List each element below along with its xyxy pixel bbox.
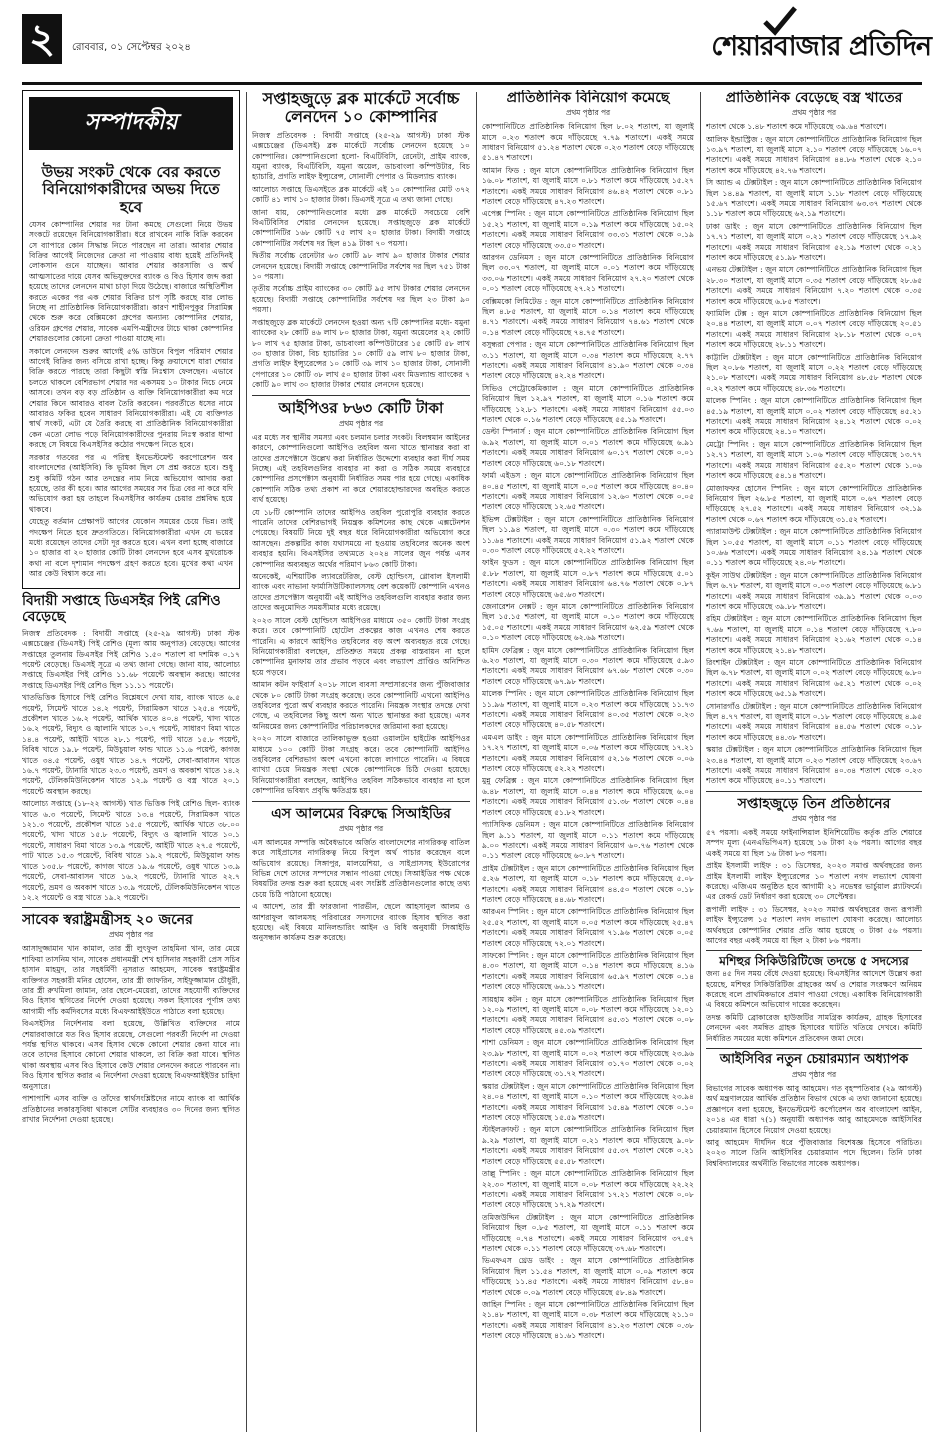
company-paragraph: জাহিন স্পিনিং : জুন মাসে কোম্পানিটিতে প্রাতিষ্ঠানিক বিনিয়োগ ছিল ২১.৪৮ শতাংশ, যা জুলাই মাসে ০.৩৮ শতাংশ কমে দাঁড়িয়েছে ২১.১০ শতাংশে। একই সময়ে সাধারণ বিনিয়োগ ৪১.২৩ শতাংশ থেকে ০.৩৮ শতাংশ বেড়ে দাঁড়িয়েছে ৪১.৬১ শতাংশে। bbox=[482, 1299, 694, 1341]
company-paragraph: স্টাইলক্রাফট : জুন মাসে কোম্পানিটিতে প্রাতিষ্ঠানিক বিনিয়োগ ছিল ৯.২৯ শতাংশ, যা জুলাই মাসে ০.২১ শতাংশ কমে দাঁড়িয়েছে ৯.০৮ শতাংশে। একই সময়ে সাধারণ বিনিয়োগ ৫৫.৩৭ শতাংশ থেকে ০.২১ শতাংশ বেড়ে দাঁড়িয়েছে ৫৫.৫৮ শতাংশে। bbox=[482, 1125, 694, 1166]
article-paragraph: সপ্তাহজুড়ে ব্লক মার্কেটে লেনদেন হওয়া অন্য ৭টি কোম্পানির মধ্যে- যমুনা ব্যাংকের ২৮ কোটি ৪৬ লাখ ৮০ হাজার টাকা, যমুনা অয়েলের ২২ কোটি ৮০ লাখ ৭৫ হাজার টাকা, ডাচবাংলা কম্পিউটারের ১৫ কোটি ৫৮ লাখ ৩০ হাজার টাকা, বিচ হ্যাচারির ১০ কোটি ৫৯ লাখ ৮০ হাজার টাকা, প্রগতি লাইফ ইন্স্যুরেন্সের ১০ কোটি ৩৯ লাখ ১০ হাজার টাকা, সোনালী পেপারের ১০ কোটি ৩৮ লাখ ৫০ হাজার টাকা এবং মিডল্যান্ড ব্যাংকের ৭ কোটি ৯০ লাখ ৩০ হাজার টাকার শেয়ার লেনদেন হয়েছে। bbox=[252, 317, 470, 390]
company-paragraph: আমান ফিড : জুন মাসে কোম্পানিটিতে প্রাতিষ্ঠানিক বিনিয়োগ ছিল ১৬.০৮ শতাংশ, যা জুলাই মাসে ০.৮১ শতাংশ কমে দাঁড়িয়েছে ১৫.২৭ শতাংশে। একই সময়ে সাধারণ বিনিয়োগ ৪৬.৪২ শতাংশ থেকে ০.৮১ শতাংশ বেড়ে দাঁড়িয়েছে ৪৭.২৩ শতাংশে। bbox=[482, 165, 694, 206]
company-paragraph: ঢাকা ডাইং : জুন মাসে কোম্পানিটিতে প্রাতিষ্ঠানিক বিনিয়োগ ছিল ১৭.৭১ শতাংশ, যা জুলাই মাসে ০.২১ শতাংশ বেড়ে দাঁড়িয়েছে ১৭.৯২ শতাংশে। একই সময়ে সাধারণ বিনিয়োগ ৫২.১৯ শতাংশ থেকে ০.২১ শতাংশ কমে দাঁড়িয়েছে ৫১.৯৮ শতাংশে। bbox=[706, 221, 922, 262]
divider bbox=[22, 907, 240, 908]
date-line: রোববার, ০১ সেপ্টেম্বর ২০২৪ bbox=[72, 42, 191, 53]
article-paragraph: যে ১৮টি কোম্পানি তাদের আইপিও তহবিল পুরোপুরি ব্যবহার করতে পারেনি তাদের বেশিরভাগই নিয়ন্ত্রক কমিশনের কাছ থেকে এক্সটেনশন পেয়েছে। বিষয়টি নিয়ে দুই বছর ধরে বিনিয়োগকারীরা অভিযোগ করে আসছেন। প্রকল্পটির কাজ যথাসময়ে না হওয়ায় তহবিলের অনেক অংশ ব্যবহার হয়নি। বিএসইসির তথ্যমতে ২০২৪ সালের জুন পর্যন্ত এসব কোম্পানির অব্যবহৃত অর্থের পরিমাণ ৮৬৩ কোটি টাকা। bbox=[252, 507, 470, 569]
textile-increase-headline: প্রাতিষ্ঠানিক বেড়েছে বস্ত্র খাতের bbox=[725, 90, 903, 106]
article-paragraph: ৫৭ পয়সা। একই সময়ে ফাইনান্সিয়াল ইনিশিয়েটিভ কর্তৃক প্রতি শেয়ারে সম্পদ মূল্য (এনএভিপিএস) হয়েছে ১৬ টাকা ২৬ পয়সা। আগের বছর একই সময়ে যা ছিল ১৬ টাকা ৮৩ পয়সা। bbox=[706, 827, 922, 858]
article-paragraph: তৃতীয় সর্বোচ্চ প্রাইম ব্যাংকের ৩০ কোটি ৯৫ লাখ টাকার শেয়ার লেনদেন হয়েছে। বিদায়ী সপ্তাহে কোম্পানিটির সর্বশেষ দর ছিল ২৩ টাকা ৯০ পয়সা। bbox=[252, 284, 470, 315]
article-paragraph: নিজস্ব প্রতিবেদক : বিদায়ী সপ্তাহে (২৫-২৯ আগস্ট) ঢাকা স্টক এক্সচেঞ্জের (ডিএসই) ব্লক মার্কেটে সর্বোচ্চ লেনদেন হয়েছে ১০ কোম্পানির। কোম্পানিগুলো হলো- বিএটিবিসি, রেনেটা, প্রাইম ব্যাংক, যমুনা ব্যাংক, বিএটিবিসি, যমুনা অয়েল, ডাচবাংলা কম্পিউটার, বিচ হ্যাচারি, প্রগতি লাইফ ইন্স্যুরেন্স, সোনালী পেপার ও মিডল্যান্ড ব্যাংক। bbox=[252, 130, 470, 182]
company-paragraph: বেক্সিমকো লিমিটেড : জুন মাসে কোম্পানিটিতে প্রাতিষ্ঠানিক বিনিয়োগ ছিল ৪.৮৫ শতাংশ, যা জুলাই মাসে ০.১৪ শতাংশ কমে দাঁড়িয়েছে ৪.৭১ শতাংশে। একই সময়ে সাধারণ বিনিয়োগ ৭৪.৬১ শতাংশ থেকে ০.১৪ শতাংশ বেড়ে দাঁড়িয়েছে ৭৪.৭৫ শতাংশে। bbox=[482, 296, 694, 337]
article-paragraph: ২০২০ সালে বাজারে তালিকাভুক্ত হওয়া ওয়ালটন হাইটেক আইপিওর মাধ্যমে ১০০ কোটি টাকা সংগ্রহ করে। তবে কোম্পানিটি আইপিও তহবিলের বেশিরভাগ অংশ এখনো কাজে লাগাতে পারেনি। এ বিষয়ে ব্যাখ্যা চেয়ে নিয়ন্ত্রক সংস্থা থেকে কোম্পানিকে চিঠি দেওয়া হয়েছে। বিনিয়োগকারীরা বলছেন, আইপিও তহবিল সঠিকভাবে ব্যবহার না হলে কোম্পানির ভবিষ্যৎ প্রবৃদ্ধি ক্ষতিগ্রস্ত হয়। bbox=[252, 734, 470, 796]
article-paragraph: আলোচ্য সপ্তাহে ডিএসইতে ব্লক মার্কেটে এই ১০ কোম্পানির মোট ৩৭২ কোটি ৪১ লাখ ১০ হাজার টাকা। ডিএসই সূত্রে এ তথ্য জানা গেছে। bbox=[252, 184, 470, 205]
company-paragraph: স্কয়ার টেক্সটাইল : জুন মাসে কোম্পানিটিতে প্রাতিষ্ঠানিক বিনিয়োগ ছিল ২৪.০৪ শতাংশ, যা জুলাই মাসে ০.১০ শতাংশ কমে দাঁড়িয়েছে ২৩.৯৪ শতাংশে। একই সময়ে সাধারণ বিনিয়োগ ১৫.৪৯ শতাংশ থেকে ০.১০ শতাংশ বেড়ে দাঁড়িয়েছে ১৫.৫৯ শতাংশে। bbox=[482, 1081, 694, 1123]
article-paragraph: ২০২৩ সালে বেস্ট হোল্ডিংস আইপিওর মাধ্যমে ৩৫০ কোটি টাকা সংগ্রহ করে। তবে কোম্পানিটি হোটেল প্রকল্পের কাজ এখনও শেষ করতে পারেনি। এ কারণে আইপিও তহবিলের বড় অংশ অব্যবহৃত রয়ে গেছে। বিনিয়োগকারীরা বলছেন, প্রতিশ্রুত সময়ে প্রকল্প বাস্তবায়ন না হলে কোম্পানির মুনাফায় তার প্রভাব পড়বে এবং লভ্যাংশ প্রাপ্তিও অনিশ্চিত হয়ে পড়বে। bbox=[252, 615, 470, 677]
icb-chairman-headline: আইসিবির নতুন চেয়ারম্যান অধ্যাপক bbox=[719, 1052, 909, 1068]
divider bbox=[252, 395, 470, 396]
company-paragraph: মালেক স্পিনিং : জুন মাসে কোম্পানিটিতে প্রাতিষ্ঠানিক বিনিয়োগ ছিল ৪৫.১৯ শতাংশ, যা জুলাই মাসে ০.০২ শতাংশ বেড়ে দাঁড়িয়েছে ৪৫.২১ শতাংশে। একই সময়ে সাধারণ বিনিয়োগ ২৪.১২ শতাংশ থেকে ০.০২ শতাংশ কমে দাঁড়িয়েছে ২৪.১০ শতাংশে। bbox=[706, 396, 922, 437]
column-editorial bbox=[22, 90, 240, 1432]
former-minister-headline: সাবেক স্বরাষ্ট্রমন্ত্রীসহ ২০ জনের bbox=[22, 912, 193, 929]
column-textile-increase bbox=[706, 90, 922, 1432]
company-paragraph: বসুন্ধরা পেপার : জুন মাসে কোম্পানিটিতে প্রাতিষ্ঠানিক বিনিয়োগ ছিল ৩.১১ শতাংশ, যা জুলাই মাসে ০.৩৪ শতাংশ কমে দাঁড়িয়েছে ২.৭৭ শতাংশে। একই সময়ে সাধারণ বিনিয়োগ ৪১.৯০ শতাংশ থেকে ০.৩৪ শতাংশ বেড়ে দাঁড়িয়েছে ৪২.২৪ শতাংশে। bbox=[482, 340, 694, 381]
company-paragraph: তাল্লু স্পিনিং : জুন মাসে কোম্পানিটিতে প্রাতিষ্ঠানিক বিনিয়োগ ছিল ২২.৩০ শতাংশ, যা জুলাই মাসে ০.০৮ শতাংশ কমে দাঁড়িয়েছে ২২.২২ শতাংশে। একই সময়ে সাধারণ বিনিয়োগ ১৭.২১ শতাংশ থেকে ০.০৮ শতাংশ বেড়ে দাঁড়িয়েছে ১৭.২৯ শতাংশে। bbox=[482, 1169, 694, 1210]
article-paragraph: জানা যায়, কোম্পানিগুলোর মধ্যে ব্লক মার্কেটে সবচেয়ে বেশি বিএটিবিসির শেয়ার লেনদেন হয়েছে। সপ্তাহজুড়ে ব্লক মার্কেটে কোম্পানিটির ১৬৮ কোটি ৭৫ লাখ ২০ হাজার টাকা। বিদায়ী সপ্তাহে কোম্পানিটির সর্বশেষ দর ছিল ৪১৯ টাকা ৭০ পয়সা। bbox=[252, 207, 470, 248]
article-paragraph: নিজস্ব প্রতিবেদক : বিদায়ী সপ্তাহে (২৫-২৯ আগস্ট) ঢাকা স্টক এক্সচেঞ্জের (ডিএসই) পিই রেশিও (মূল্য আয় অনুপাত) বেড়েছে। আগের সপ্তাহের তুলনায় ডিএসইর পিই রেশিও ১.৫০ শতাংশ বা দশমিক ০.১৭ পয়েন্ট বেড়েছে। ডিএসই সূত্রে এ তথ্য জানা গেছে। জানা যায়, আলোচ্য সপ্তাহে ডিএসইর পিই রেশিও ১১.৬৮ পয়েন্টে অবস্থান করছে। আগের সপ্তাহে ডিএসইর পিই রেশিও ছিল ১১.১১ পয়েন্টে। bbox=[22, 628, 240, 690]
company-paragraph: স্কয়ার টেক্সটাইল : জুন মাসে কোম্পানিটিতে প্রাতিষ্ঠানিক বিনিয়োগ ছিল ২৩.৪৪ শতাংশ, যা জুলাই মাসে ০.২৩ শতাংশ বেড়ে দাঁড়িয়েছে ২৩.৬৭ শতাংশে। একই সময়ে সাধারণ বিনিয়োগ ৪০.৩৪ শতাংশ থেকে ০.২৩ শতাংশ কমে দাঁড়িয়েছে ৪০.১১ শতাংশে। bbox=[706, 745, 922, 786]
company-paragraph: মুন্নু ফেব্রিক্স : জুন মাসে কোম্পানিটিতে প্রাতিষ্ঠানিক বিনিয়োগ ছিল ৬.৪৮ শতাংশ, যা জুলাই মাসে ০.৪৪ শতাংশ কমে দাঁড়িয়েছে ৬.০৪ শতাংশে। একই সময়ে সাধারণ বিনিয়োগ ৫১.৩৮ শতাংশ থেকে ০.৪৪ শতাংশ বেড়ে দাঁড়িয়েছে ৫১.৮২ শতাংশে। bbox=[482, 776, 694, 817]
institutional-decrease-headline: প্রাতিষ্ঠানিক বিনিয়োগ কমেছে bbox=[506, 90, 670, 106]
company-paragraph: ডেল্টা স্পিনার্স : জুন মাসে কোম্পানিটিতে প্রাতিষ্ঠানিক বিনিয়োগ ছিল ৬.৯২ শতাংশ, যা জুলাই মাসে ০.০১ শতাংশ কমে দাঁড়িয়েছে ৬.৯১ শতাংশে। একই সময়ে সাধারণ বিনিয়োগ ৬০.১৭ শতাংশ থেকে ০.০১ শতাংশ বেড়ে দাঁড়িয়েছে ৬০.১৮ শতাংশে। bbox=[482, 427, 694, 468]
s-alam-headline: এস আলমের বিরুদ্ধে সিআইডির bbox=[271, 805, 451, 822]
company-paragraph: সিভিও পেট্রোকেমিক্যাল : জুন মাসে কোম্পানিটিতে প্রাতিষ্ঠানিক বিনিয়োগ ছিল ১২.৯৭ শতাংশ, যা জুলাই মাসে ০.১৬ শতাংশ কমে দাঁড়িয়েছে ১২.৮১ শতাংশে। একই সময়ে সাধারণ বিনিয়োগ ৫৫.০৩ শতাংশ থেকে ০.১৬ শতাংশ বেড়ে দাঁড়িয়েছে ৫৫.১৯ শতাংশে। bbox=[482, 383, 694, 425]
divider bbox=[706, 791, 922, 792]
company-paragraph: কোম্পানিটিতে প্রাতিষ্ঠানিক বিনিয়োগ ছিল ৮.০২ শতাংশ, যা জুলাই মাসে ০.২৩ শতাংশ কমে দাঁড়িয়েছে ৭.৭৯ শতাংশে। একই সময়ে সাধারণ বিনিয়োগ ৫১.২৪ শতাংশ থেকে ০.২৩ শতাংশ বেড়ে দাঁড়িয়েছে ৫১.৪৭ শতাংশে। bbox=[482, 122, 694, 163]
company-paragraph: এনভয় টেক্সটাইল : জুন মাসে কোম্পানিটিতে প্রাতিষ্ঠানিক বিনিয়োগ ছিল ২৮.৩০ শতাংশ, যা জুলাই মাসে ০.৩৫ শতাংশ বেড়ে দাঁড়িয়েছে ২৮.৬৫ শতাংশে। একই সময়ে সাধারণ বিনিয়োগ ৭.২০ শতাংশ থেকে ০.৩৫ শতাংশ কমে দাঁড়িয়েছে ৬.৮৫ শতাংশে। bbox=[706, 265, 922, 306]
continuation-label: প্রথম পৃষ্ঠার পর bbox=[338, 418, 384, 428]
editorial-headline: উভয় সংকট থেকে বের করতে বিনিয়োগকারীদের অভয় দিতে হবে bbox=[41, 163, 221, 216]
editorial-paragraph: সরকার গতবের পর এ পরিস্থ ইনভেস্টমেন্ট করপোরেশন অব বাংলাদেশের (আইসিবি) কি ভূমিকা ছিল সে প্রশ্ন করতে হবে। শুধু শুধু কমিটি গঠন আর তদন্তের নাম নিয়ে অভিযোগ আদায় করা হয়েছে, তার কী হবে। আর আগের সময়ের সব চিত্র বের না করে যদি অভিযোগ করা হয় তাহলে বিএসইসির কার্যক্রম চেয়ার প্রশ্নবিদ্ধ হয়ে থাকবে। bbox=[29, 452, 233, 514]
company-paragraph: মেট্রো স্পিনিং : জুন মাসে কোম্পানিটিতে প্রাতিষ্ঠানিক বিনিয়োগ ছিল ১২.৭১ শতাংশ, যা জুলাই মাসে ১.০৬ শতাংশ বেড়ে দাঁড়িয়েছে ১৩.৭৭ শতাংশে। একই সময়ে সাধারণ বিনিয়োগ ৫৫.২০ শতাংশ থেকে ১.০৬ শতাংশ কমে দাঁড়িয়েছে ৫৪.১৪ শতাংশে। bbox=[706, 439, 922, 481]
divider bbox=[706, 950, 922, 951]
company-paragraph: শতাংশ থেকে ১.৪৮ শতাংশ কমে দাঁড়িয়েছে ৩৯.৬৪ শতাংশে। bbox=[706, 122, 887, 132]
continuation-label: প্রথম পৃষ্ঠার পর bbox=[791, 108, 837, 118]
column-divider bbox=[476, 92, 477, 1432]
brand-logo: শেয়ারবাজার প্রতিদিন bbox=[711, 31, 931, 62]
article-paragraph: দ্বিতীয় সর্বোচ্চ রেনেটার ৬৩ কোটি ৯৮ লাখ ৯০ হাজার টাকার শেয়ার লেনদেন হয়েছে। বিদায়ী সপ্তাহে কোম্পানিটির সর্বশেষ দর ছিল ৭৫১ টাকা ১০ পয়সা। bbox=[252, 251, 470, 282]
company-paragraph: সোনারগাঁও টেক্সটাইল : জুন মাসে কোম্পানিটিতে প্রাতিষ্ঠানিক বিনিয়োগ ছিল ৪.৭৭ শতাংশ, যা জুলাই মাসে ০.১৮ শতাংশ বেড়ে দাঁড়িয়েছে ৪.৯৫ শতাংশে। একই সময়ে সাধারণ বিনিয়োগ ৪৪.৫৬ শতাংশ থেকে ০.১৮ শতাংশ কমে দাঁড়িয়েছে ৪৪.৩৮ শতাংশে। bbox=[706, 701, 922, 742]
article-paragraph: তদন্ত কমিটি ব্রোকারেজ হাউজটির সামগ্রিক কার্যক্রম, গ্রাহক হিসাবের লেনদেন এবং সমন্বিত গ্রাহক হিসাবের ঘাটতি খতিয়ে দেখবে। কমিটি নির্ধারিত সময়ের মধ্যে কমিশনে প্রতিবেদন জমা দেবে। bbox=[706, 1012, 922, 1043]
ipo-headline: আইপিওর ৮৬৩ কোটি টাকা bbox=[278, 398, 444, 417]
divider bbox=[706, 1048, 922, 1049]
continuation-label: প্রথম পৃষ্ঠার পর bbox=[565, 108, 611, 118]
editorial-paragraph: সকালে লেনদেন শুরুর আগেই ৫% ডাউনে বিপুল পরিমাণ শেয়ার আগেই বিক্রির জন্য বসিয়ে রাখা হচ্ছে। কিন্তু ক্রয়াদেশে যারা শেয়ার বিক্রি করতে পারছে তারা কিছুটা স্বস্তি নিঃশ্বাস ফেলছেন। এভাবে চলতে থাকলে বেশিরভাগ শেয়ার দর একসময় ১০ টাকার নিচে নেমে আসবে। তখন বড় বড় প্রতিষ্ঠান ও ব্যক্তি বিনিয়োগকারীরা কম দরে শেয়ার কিনে আবারও বাবল তৈরি করবেন। পরবর্তীতে ধসের নামে আবারও ফকির হবেন সাধারণ বিনিয়োগকারীরা। এই যে ব্যক্তিগত স্বার্থ সংকট, এটা যে তৈরি করছে বা প্রাতিষ্ঠানিক বিনিয়োগকারীরা কেন এতো লোভ পড়ে বিনিয়োগকারীদের পুনরায় নিঃস্ব করার ধান্দা করছে সে বিষয়ে বিএসইসির কঠোর পদক্ষেপ নিতে হবে। bbox=[29, 346, 233, 450]
company-paragraph: সায়হাম কটন : জুন মাসে কোম্পানিটিতে প্রাতিষ্ঠানিক বিনিয়োগ ছিল ১২.০৯ শতাংশ, যা জুলাই মাসে ০.০৮ শতাংশ কমে দাঁড়িয়েছে ১২.০১ শতাংশে। একই সময়ে সাধারণ বিনিয়োগ ৪৫.৩১ শতাংশ থেকে ০.০৮ শতাংশ বেড়ে দাঁড়িয়েছে ৪৫.৩৯ শতাংশে। bbox=[482, 994, 694, 1035]
editorial-box bbox=[22, 90, 240, 589]
company-paragraph: প্যাসিফিক ডেনিমস : জুন মাসে কোম্পানিটিতে প্রাতিষ্ঠানিক বিনিয়োগ ছিল ৯.১১ শতাংশ, যা জুলাই মাসে ০.১১ শতাংশ কমে দাঁড়িয়েছে ৯.০০ শতাংশে। একই সময়ে সাধারণ বিনিয়োগ ৬০.৭৬ শতাংশ থেকে ০.১১ শতাংশ বেড়ে দাঁড়িয়েছে ৬০.৮৭ শতাংশে। bbox=[482, 820, 694, 861]
company-paragraph: মালেক স্পিনিং : জুন মাসে কোম্পানিটিতে প্রাতিষ্ঠানিক বিনিয়োগ ছিল ১১.৯৬ শতাংশ, যা জুলাই মাসে ০.২৩ শতাংশ কমে দাঁড়িয়েছে ১১.৭৩ শতাংশে। একই সময়ে সাধারণ বিনিয়োগ ৪০.৩৫ শতাংশ থেকে ০.২৩ শতাংশ বেড়ে দাঁড়িয়েছে ৪০.৫৮ শতাংশে। bbox=[482, 689, 694, 730]
company-paragraph: এমএল ডাইং : জুন মাসে কোম্পানিটিতে প্রাতিষ্ঠানিক বিনিয়োগ ছিল ১৭.২৭ শতাংশ, যা জুলাই মাসে ০.০৬ শতাংশ কমে দাঁড়িয়েছে ১৭.২১ শতাংশে। একই সময়ে সাধারণ বিনিয়োগ ৫২.১৬ শতাংশ থেকে ০.০৬ শতাংশ বেড়ে দাঁড়িয়েছে ৫২.২২ শতাংশে। bbox=[482, 732, 694, 774]
company-paragraph: আরএন স্পিনিং : জুন মাসে কোম্পানিটিতে প্রাতিষ্ঠানিক বিনিয়োগ ছিল ২৫.৫২ শতাংশ, যা জুলাই মাসে ০.০৫ শতাংশ কমে দাঁড়িয়েছে ২৫.৪৭ শতাংশে। একই সময়ে সাধারণ বিনিয়োগ ৭১.৯৬ শতাংশ থেকে ০.০৫ শতাংশ বেড়ে দাঁড়িয়েছে ৭২.০১ শতাংশে। bbox=[482, 907, 694, 948]
company-paragraph: সি অ্যান্ড এ টেক্সটাইল : জুন মাসে কোম্পানিটিতে প্রাতিষ্ঠানিক বিনিয়োগ ছিল ১৪.৪৯ শতাংশ, যা জুলাই মাসে ১.১৮ শতাংশ বেড়ে দাঁড়িয়েছে ১৫.৬৭ শতাংশে। একই সময়ে সাধারণ বিনিয়োগ ৬৩.৩৭ শতাংশ থেকে ১.১৮ শতাংশ কমে দাঁড়িয়েছে ৬২.১৯ শতাংশে। bbox=[706, 178, 922, 219]
page-number: ২ bbox=[22, 14, 62, 64]
company-paragraph: ফার্মা এইডস : জুন মাসে কোম্পানিটিতে প্রাতিষ্ঠানিক বিনিয়োগ ছিল ৪০.৪৫ শতাংশ, যা জুলাই মাসে ০.০৫ শতাংশ কমে দাঁড়িয়েছে ৪০.৪০ শতাংশে। একই সময়ে সাধারণ বিনিয়োগ ১২.৬০ শতাংশ থেকে ০.০৫ শতাংশ বেড়ে দাঁড়িয়েছে ১২.৬৫ শতাংশে। bbox=[482, 471, 694, 512]
article-paragraph: অনেকেই, এশিয়াটিক ল্যাবরেটরিজ, বেস্ট হোল্ডিংস, গ্লোবাল ইসলামী ব্যাংক এবং নাভানা ফার্মাসিউটিক্যালসসহ বেশ কয়েকটি কোম্পানি এখনও তাদের প্রসপেক্টাস অনুযায়ী এই আইপিও তহবিলগুলি ব্যবহার করার জন্য তাদের অনুমোদিত সময়সীমার মধ্যে রয়েছে। bbox=[252, 572, 470, 613]
company-paragraph: কুইন সাউথ টেক্সটাইল : জুন মাসে কোম্পানিটিতে প্রাতিষ্ঠানিক বিনিয়োগ ছিল ৬.৭৮ শতাংশ, যা জুলাই মাসে ০.০৩ শতাংশ বেড়ে দাঁড়িয়েছে ৬.৮১ শতাংশে। একই সময়ে সাধারণ বিনিয়োগ ৩৯.৯১ শতাংশ থেকে ০.০৩ শতাংশ কমে দাঁড়িয়েছে ৩৯.৮৮ শতাংশে। bbox=[706, 570, 922, 611]
company-paragraph: ইভিন্স টেক্সটাইল : জুন মাসে কোম্পানিটিতে প্রাতিষ্ঠানিক বিনিয়োগ ছিল ১১.৯৪ শতাংশ, যা জুলাই মাসে ০.৩০ শতাংশ কমে দাঁড়িয়েছে ১১.৬৪ শতাংশে। একই সময়ে সাধারণ বিনিয়োগ ৫১.৯২ শতাংশ থেকে ০.৩০ শতাংশ বেড়ে দাঁড়িয়েছে ৫২.২২ শতাংশে। bbox=[482, 514, 694, 555]
article-paragraph: এ আদেশ, তার স্ত্রী ফারজানা পারভীন, ছেলে আহসানুল আলম ও আশরাফুল আলমসহ পরিবারের সদস্যদের ব্যাংক হিসাব স্থগিত করা হয়েছে। এই বিষয়ে মানিলন্ডারিং আইন ও বিধি অনুযায়ী সিআইডি অনুসন্ধান কার্যক্রম শুরু করেছে। bbox=[252, 902, 470, 943]
masthead bbox=[0, 0, 945, 82]
column-divider bbox=[246, 92, 247, 1432]
column-institutional-decrease bbox=[482, 90, 694, 1432]
continuation-label: প্রথম পৃষ্ঠার পর bbox=[791, 813, 837, 823]
mashiur-securities-headline: মশিহুর সিকিউরিটিজে তদন্তে ৫ সদস্যের bbox=[719, 954, 909, 969]
company-paragraph: ফাইন ফুডস : জুন মাসে কোম্পানিটিতে প্রাতিষ্ঠানিক বিনিয়োগ ছিল ৫.৮৮ শতাংশ, যা জুলাই মাসে ০.৮৭ শতাংশ কমে দাঁড়িয়েছে ৫.০১ শতাংশে। একই সময়ে সাধারণ বিনিয়োগ ৬৪.৭৬ শতাংশ থেকে ০.৮৭ শতাংশ বেড়ে দাঁড়িয়েছে ৬৫.৬৩ শতাংশে। bbox=[482, 558, 694, 599]
company-paragraph: প্রাইম টেক্সটাইল : জুন মাসে কোম্পানিটিতে প্রাতিষ্ঠানিক বিনিয়োগ ছিল ৫.২৬ শতাংশ, যা জুলাই মাসে ০.১৮ শতাংশ কমে দাঁড়িয়েছে ৫.০৮ শতাংশে। একই সময়ে সাধারণ বিনিয়োগ ৪৪.৫০ শতাংশ থেকে ০.১৮ শতাংশ বেড়ে দাঁড়িয়েছে ৪৪.৬৮ শতাংশে। bbox=[482, 863, 694, 904]
column-block-market bbox=[252, 90, 470, 1432]
editorial-paragraph: যেসব কোম্পানির শেয়ার দর টানা কমছে সেগুলো নিয়ে উভয় সংকটে রয়েছেন বিনিয়োগকারীরা। ধরে রাখবেন নাকি বিক্রি করবেন সে ব্যাপারে কোন সিদ্ধান্ত নিতে পারছেন না তারা। আবার শেয়ার বিক্রির আগেই নিজেদের ক্রেতা না পাওয়ায় বাধ্য হয়েই প্রতিদিনই লোকসান গুনে যাচ্ছেন। আবার শেয়ার কারসাজি ও অর্থ আত্মসাতের দায়ে যেসব অভিযুক্তদের ব্যাংক ও বিও হিসাব জব্দ করা হয়েছে তাদের লেনদেন মাথা চাড়া দিয়ে উঠেছে। বাজারে অস্থিতিশীল করতে একের পর এক শেয়ার বিক্রির চাপ সৃষ্টি করছে যার লোভ নিচ্ছে না প্রাতিষ্ঠানিক বিনিয়োগকারীরা। কারণ শাহীনপুকুর সিরামিক্স থেকে শুরু করে বেক্সিমকো গ্রুপের অন্যান্য কোম্পানির শেয়ার, ওরিয়ন গ্রুপের শেয়ার, সাবেক এমপি-মন্ত্রীদের টাচে থাকা কোম্পানির শেয়ারগুলোর কোনো ক্রেতা পাওয়া যাচ্ছে না। bbox=[29, 219, 233, 344]
article-paragraph: আবু আহমেদ দীর্ঘদিন ধরে পুঁজিবাজার বিশেষজ্ঞ হিসেবে পরিচিত। ২০২৩ সালে তিনি আইসিবির চেয়ারম্যান পদে ছিলেন। তিনি ঢাকা বিশ্ববিদ্যালয়ের অর্থনীতি বিভাগের সাবেক অধ্যাপক। bbox=[706, 1138, 922, 1168]
column-divider bbox=[700, 92, 701, 1432]
article-paragraph: প্রাইম ইসলামী লাইফ : ৩১ ডিসেম্বর, ২০২৩ সমাপ্ত অর্থবছরের জন্য প্রাইম ইসলামী লাইফ ইন্স্যুরেন্সের ১০ শতাংশ নগদ লভ্যাংশ ঘোষণা করেছে। এজিএম অনুষ্ঠিত হবে আগামী ২১ নভেম্বর ভার্চুয়াল প্ল্যাটফর্মে। এর রেকর্ড ডেট নির্ধারণ করা হয়েছে ৩০ সেপ্টেম্বর। bbox=[706, 861, 922, 902]
company-paragraph: তমিজউদ্দিন টেক্সটাইল : জুন মাসে কোম্পানিটিতে প্রাতিষ্ঠানিক বিনিয়োগ ছিল ০.৮৫ শতাংশ, যা জুলাই মাসে ০.১১ শতাংশ কমে দাঁড়িয়েছে ০.৭৪ শতাংশে। একই সময়ে সাধারণ বিনিয়োগ ৩৭.৫৭ শতাংশ থেকে ০.১১ শতাংশ বেড়ে দাঁড়িয়েছে ৩৭.৬৮ শতাংশে। bbox=[482, 1212, 694, 1253]
article-paragraph: আলোচ্য সপ্তাহে (১৮-২২ আগস্ট) খাত ভিত্তিক পিই রেশিও ছিল- ব্যাংক খাতে ৬.৩ পয়েন্টে, সিমেন্ট খাতে ১৩.৪ পয়েন্টে, সিরামিকস খাতে ১২১.৩ পয়েন্টে, প্রকৌশল খাতে ১৫.৫ পয়েন্টে, আর্থিক খাতে ৩৮.০০ পয়েন্টে, খাদ্য খাতে ১৫.৮ পয়েন্টে, বিদ্যুৎ ও জ্বালানি খাতে ১০.১ পয়েন্টে, সাধারণ বিমা খাতে ১৩.৯ পয়েন্টে, আইটি খাতে ২৭.৫ পয়েন্টে, পাট খাতে ১৫.৩ পয়েন্টে, বিবিধ খাতে ১৯.২ পয়েন্টে, মিউচুয়াল ফান্ড খাতে ১৩৫.৮ পয়েন্টে, কাগজ খাতে ১৯.৬ পয়েন্টে, ওষুধ খাতে ১৩.৯ পয়েন্টে, সেবা-আবাসন খাতে ১৬.২ পয়েন্টে, ট্যানারি খাতে ২২.৭ পয়েন্টে, ভ্রমণ ও অবকাশ খাতে ১৩.৯ পয়েন্টে, টেলিকমিউনিকেশন খাতে ১২.২ পয়েন্টে ও বস্ত্র খাতে ১৯.২ পয়েন্টে। bbox=[22, 799, 240, 902]
article-paragraph: এস আলমের সম্পত্তি অবৈধভাবে অর্জিত বাংলাদেশের নাগরিকত্ব বাতিল করে সাইপ্রাসের নাগরিকত্ব নিয়ে বিপুল অর্থ পাচার করেছেন বলে অভিযোগ রয়েছে। সিঙ্গাপুর, মালয়েশিয়া, ও সাইপ্রাসসহ ইউরোপের বিভিন্ন দেশে তাদের সম্পদের সন্ধান পাওয়া গেছে। সিআইডির পক্ষ থেকে বিষয়টির তদন্ত শুরু করা হয়েছে এবং সংশ্লিষ্ট প্রতিষ্ঠানগুলোর কাছে তথ্য চেয়ে চিঠি পাঠানো হয়েছে। bbox=[252, 837, 470, 899]
continuation-label: প্রথম পৃষ্ঠার পর bbox=[338, 823, 384, 833]
editorial-label: সম্পাদকীয় bbox=[29, 97, 233, 150]
article-paragraph: পাশাপাশি এসব ব্যক্তি ও তাঁদের স্বার্থসংশ্লিষ্টদের নামে ব্যাংক বা আর্থিক প্রতিষ্ঠানের লকারসুবিধা থাকলে সেটির ব্যবহারও ৩০ দিনের জন্য স্থগিত রাখার নির্দেশনা দেওয়া হয়েছে। bbox=[22, 1094, 240, 1124]
continuation-label: প্রথম পৃষ্ঠার পর bbox=[791, 1070, 837, 1080]
company-paragraph: জেনারেশন নেক্সট : জুন মাসে কোম্পানিটিতে প্রাতিষ্ঠানিক বিনিয়োগ ছিল ১৫.১৫ শতাংশ, যা জুলাই মাসে ০.১০ শতাংশ কমে দাঁড়িয়েছে ১৫.০৫ শতাংশে। একই সময়ে সাধারণ বিনিয়োগ ৬২.৫৯ শতাংশ থেকে ০.১০ শতাংশ বেড়ে দাঁড়িয়েছে ৬২.৬৯ শতাংশে। bbox=[482, 601, 694, 643]
company-paragraph: আরগন ডেনিমস : জুন মাসে কোম্পানিটিতে প্রাতিষ্ঠানিক বিনিয়োগ ছিল ৩৩.০৭ শতাংশ, যা জুলাই মাসে ০.০১ শতাংশ কমে দাঁড়িয়েছে ৩৩.০৬ শতাংশে। একই সময়ে সাধারণ বিনিয়োগ ২৭.২০ শতাংশ থেকে ০.০১ শতাংশ বেড়ে দাঁড়িয়েছে ২৭.২১ শতাংশে। bbox=[482, 252, 694, 294]
company-paragraph: শাশা ডেনিমস : জুন মাসে কোম্পানিটিতে প্রাতিষ্ঠানিক বিনিয়োগ ছিল ২৩.৯৮ শতাংশ, যা জুলাই মাসে ০.০২ শতাংশ কমে দাঁড়িয়েছে ২৩.৯৬ শতাংশে। একই সময়ে সাধারণ বিনিয়োগ ৩১.৭০ শতাংশ থেকে ০.০২ শতাংশ বেড়ে দাঁড়িয়েছে ৩১.৭২ শতাংশে। bbox=[482, 1038, 694, 1079]
block-market-headline: সপ্তাহজুড়ে ব্লক মার্কেটে সর্বোচ্চ লেনদেন ১০ কোম্পানির bbox=[262, 90, 460, 127]
continuation-label: প্রথম পৃষ্ঠার পর bbox=[108, 930, 154, 940]
pe-ratio-headline: বিদায়ী সপ্তাহে ডিএসইর পিই রেশিও বেড়েছে bbox=[22, 592, 221, 625]
article-paragraph: জন্য ৪৫ দিন সময় বেঁধে দেওয়া হয়েছে। বিএসইসির আদেশে উল্লেখ করা হয়েছে, মশিহুর সিকিউরিটিজ গ্রাহকের অর্থ ও শেয়ার সংরক্ষণে অনিয়ম করেছে বলে প্রাথমিকভাবে প্রমাণ পাওয়া গেছে। একাধিক বিনিয়োগকারী এ বিষয়ে কমিশনে অভিযোগ দায়ের করেছেন। bbox=[706, 969, 922, 1010]
article-paragraph: আমান কটন ফাইবার্স ২০১৮ সালে ব্যবসা সম্প্রসারণের জন্য পুঁজিবাজার থেকে ৮০ কোটি টাকা সংগ্রহ করেছে। তবে কোম্পানিটি এখনো আইপিও তহবিলের পুরো অর্থ ব্যবহার করতে পারেনি। নিয়ন্ত্রক সংস্থার তদন্তে দেখা গেছে, এ তহবিলের কিছু অংশ অন্য খাতে স্থানান্তর করা হয়েছে। এসব অনিয়মের জন্য কোম্পানিটির পরিচালকদের জরিমানা করা হয়েছে। bbox=[252, 680, 470, 731]
article-paragraph: এর মধ্যে সব স্থানীয় সমস্যা এবং চলমান চলার সংকট। বিলম্বমান আইনের কারণে, কোম্পানিগুলো আইপিও তহবিল অন্য খাতে স্থানান্তর করা বা তাদের প্রসপেক্টাসে উল্লেখ করা নির্ধারিত উদ্দেশ্যে ব্যবহার করা দীর্ঘ সময় নিচ্ছে। এই তহবিলগুলির ব্যবহার না করা ও সঠিক সময়ে ব্যবহারে কোম্পানির প্রসপেক্টাস অনুযায়ী নির্ধারিত সময় পার হয়ে গেছে। একাধিক কোম্পানি সঠিক তথ্য প্রকাশ না করে শেয়ারহোল্ডারদের অবহিত করতে ব্যর্থ হয়েছে। bbox=[252, 432, 470, 505]
article-paragraph: বিএসইসির নির্দেশনায় বলা হয়েছে, উল্লিখিত ব্যক্তিদের নামে শেয়ারবাজারে যত বিও হিসাব রয়েছে, সেগুলো পরবর্তী নির্দেশ না দেওয়া পর্যন্ত স্থগিত থাকবে। এসব হিসাব থেকে কোনো শেয়ার কেনা যাবে না। তবে তাদের হিসাবে কোনো শেয়ার থাকলে, তা বিক্রি করা যাবে। স্থগিত থাকা অবস্থায় এসব বিও হিসাবে কেউ শেয়ার লেনদেন করতে পারবেন না। বিও হিসাব স্থগিত করার এ নির্দেশনা দেওয়া হয়েছে বিএফআইইউর চাহিদা অনুসারে। bbox=[22, 1019, 240, 1091]
company-paragraph: রিংশাইন টেক্সটাইল : জুন মাসে কোম্পানিটিতে প্রাতিষ্ঠানিক বিনিয়োগ ছিল ৬.৭৮ শতাংশ, যা জুলাই মাসে ০.০২ শতাংশ বেড়ে দাঁড়িয়েছে ৬.৮০ শতাংশে। একই সময়ে সাধারণ বিনিয়োগ ৬৫.২১ শতাংশ থেকে ০.০২ শতাংশ কমে দাঁড়িয়েছে ৬৫.১৯ শতাংশে। bbox=[706, 658, 922, 699]
article-paragraph: খাতভিত্তিক হিসাবে পিই রেশিও বিশ্লেষণে দেখা যায়, ব্যাংক খাতে ৬.৫ পয়েন্ট, সিমেন্ট খাতে ১৪.২ পয়েন্ট, সিরামিকস খাতে ১২৫.৪ পয়েন্ট, প্রকৌশল খাতে ১৬.২ পয়েন্ট, আর্থিক খাতে ৪০.৪ পয়েন্ট, খাদ্য খাতে ১৬.২ পয়েন্ট, বিদ্যুৎ ও জ্বালানি খাতে ১০.৭ পয়েন্ট, সাধারণ বিমা খাতে ১৪.৪ পয়েন্ট, আইটি খাতে ২৮.১ পয়েন্ট, পাট খাতে ১৫.৮ পয়েন্ট, বিবিধ খাতে ১৯.৮ পয়েন্ট, মিউচুয়াল ফান্ড খাতে ১১.৬ পয়েন্ট, কাগজ খাতে ৩৪.৫ পয়েন্ট, ওষুধ খাতে ১৪.৭ পয়েন্ট, সেবা-আবাসন খাতে ১৬.৭ পয়েন্ট, ট্যানারি খাতে ২৩.৩ পয়েন্ট, ভ্রমণ ও অবকাশ খাতে ১৪.২ পয়েন্ট, টেলিকমিউনিকেশন খাতে ১২.৯ পয়েন্ট ও বস্ত্র খাতে ২০.১ পয়েন্টে অবস্থান করছে। bbox=[22, 693, 240, 796]
company-paragraph: ফ্যামিলি টেক্স : জুন মাসে কোম্পানিটিতে প্রাতিষ্ঠানিক বিনিয়োগ ছিল ২০.৪৪ শতাংশ, যা জুলাই মাসে ০.০৭ শতাংশ বেড়ে দাঁড়িয়েছে ২০.৫১ শতাংশে। একই সময়ে সাধারণ বিনিয়োগ ২৮.১৮ শতাংশ থেকে ০.০৭ শতাংশ কমে দাঁড়িয়েছে ২৮.১১ শতাংশে। bbox=[706, 309, 922, 350]
three-institutions-headline: সপ্তাহজুড়ে তিন প্রতিষ্ঠানের bbox=[737, 795, 891, 812]
article-paragraph: রূপালী লাইফ : ৩১ ডিসেম্বর, ২০২৩ সমাপ্ত অর্থবছরের জন্য রূপালী লাইফ ইন্স্যুরেন্স ১৫ শতাংশ নগদ লভ্যাংশ ঘোষণা করেছে। আলোচ্য অর্থবছরে কোম্পানির শেয়ার প্রতি আয় হয়েছে ৩ টাকা ৫৬ পয়সা। আগের বছর একই সময়ে যা ছিল ২ টাকা ৮৬ পয়সা। bbox=[706, 904, 922, 946]
divider bbox=[252, 801, 470, 802]
company-paragraph: আলিফ ইন্ডাস্ট্রিজ : জুন মাসে কোম্পানিটিতে প্রাতিষ্ঠানিক বিনিয়োগ ছিল ১৩.৯৭ শতাংশ, যা জুলাই মাসে ২.১০ শতাংশ বেড়ে দাঁড়িয়েছে ১৬.০৭ শতাংশে। একই সময়ে সাধারণ বিনিয়োগ ৪৪.৮৬ শতাংশ থেকে ২.১০ শতাংশ কমে দাঁড়িয়েছে ৪২.৭৬ শতাংশে। bbox=[706, 134, 922, 175]
company-paragraph: কাট্টালি টেক্সটাইল : জুন মাসে কোম্পানিটিতে প্রাতিষ্ঠানিক বিনিয়োগ ছিল ২০.৮৬ শতাংশ, যা জুলাই মাসে ০.২২ শতাংশ বেড়ে দাঁড়িয়েছে ২১.০৮ শতাংশে। একই সময়ে সাধারণ বিনিয়োগ ৪৮.৫৮ শতাংশ থেকে ০.২২ শতাংশ কমে দাঁড়িয়েছে ৪৮.৩৬ শতাংশে। bbox=[706, 352, 922, 393]
article-paragraph: বিভাগের সাবেক অধ্যাপক আবু আহমেদ। গত বৃহস্পতিবার (২৯ আগস্ট) অর্থ মন্ত্রণালয়ের আর্থিক প্রতিষ্ঠান বিভাগ থেকে এ তথ্য জানানো হয়েছে। প্রজ্ঞাপনে বলা হয়েছে, ইনভেস্টমেন্ট কর্পোরেশন অব বাংলাদেশ আইন, ২০১৪ এর ধারা ৭(১) অনুযায়ী অধ্যাপক আবু আহমেদকে আইসিবির চেয়ারম্যান হিসেবে নিয়োগ দেওয়া হয়েছে। bbox=[706, 1084, 922, 1135]
company-paragraph: প্যারামাউন্ট টেক্সটাইল : জুন মাসে কোম্পানিটিতে প্রাতিষ্ঠানিক বিনিয়োগ ছিল ১০.৫৫ শতাংশ, যা জুলাই মাসে ০.১১ শতাংশ বেড়ে দাঁড়িয়েছে ১০.৬৬ শতাংশে। একই সময়ে সাধারণ বিনিয়োগ ২৪.১৯ শতাংশ থেকে ০.১১ শতাংশ কমে দাঁড়িয়েছে ২৪.০৮ শতাংশে। bbox=[706, 527, 922, 568]
editorial-paragraph: যেহেতু বর্তমান প্রেক্ষাপট আগের যেকোন সময়ের চেয়ে ভিন্ন। তাই পদক্ষেপ নিতে হবে দ্রুতগতিতে। বিনিয়োগকারীরা এখন যে ভয়ের মধ্যে রয়েছেন তাদের সেটা দূর করতে হবে। এখন বলা হচ্ছে বাজারে ১০ হাজার বা ২০ হাজার কোটি টাকা লেনদেন হবে এসব মুখরোচক কথা না বলে দৃশ্যমান পদক্ষেপ গ্রহণ করতে হবে। মুখের কথা এখন আর কেউ বিশ্বাস করে না। bbox=[29, 517, 233, 579]
company-paragraph: হামিদ ফেব্রিক্স : জুন মাসে কোম্পানিটিতে প্রাতিষ্ঠানিক বিনিয়োগ ছিল ৬.২৩ শতাংশ, যা জুলাই মাসে ০.৩০ শতাংশ কমে দাঁড়িয়েছে ৫.৯৩ শতাংশে। একই সময়ে সাধারণ বিনিয়োগ ৬৭.৬৮ শতাংশ থেকে ০.৩০ শতাংশ বেড়ে দাঁড়িয়েছে ৬৭.৯৮ শতাংশে। bbox=[482, 645, 694, 686]
article-paragraph: আসাদুজ্জামান খান কামাল, তার স্ত্রী লুৎফুল তাহমিনা খান, তার মেয়ে শাফিয়া তাসনিম খান, সাবেক প্রধানমন্ত্রী শেখ হাসিনার সহকারী প্রেস সচিব হাসান মাহমুদ, তার সহধর্মিণী নুসরাত আহমেদ, সাবেক স্বরাষ্ট্রমন্ত্রীর ব্যক্তিগত সহকারী মনির হোসেন, তার স্ত্রী জাফরিন, সাইফুজ্জামান চৌধুরী, তার স্ত্রী রুখমিলা জামান, তার ছেলে-মেয়েরা, তাদের সহযোগী ব্যক্তিদের বিও হিসাব স্থগিতের নির্দেশ দেওয়া হয়েছে। সকল হিসাবের পূর্ণাঙ্গ তথ্য আগামী পাঁচ কর্মদিবসের মধ্যে বিএফআইইউতে পাঠাতে বলা হয়েছে। bbox=[22, 944, 240, 1016]
company-paragraph: এপেক্স স্পিনিং : জুন মাসে কোম্পানিটিতে প্রাতিষ্ঠানিক বিনিয়োগ ছিল ১৫.২১ শতাংশ, যা জুলাই মাসে ০.১৯ শতাংশ কমে দাঁড়িয়েছে ১৫.০২ শতাংশে। একই সময়ে সাধারণ বিনিয়োগ ৩৩.৩১ শতাংশ থেকে ০.১৯ শতাংশ বেড়ে দাঁড়িয়েছে ৩৩.৫০ শতাংশে। bbox=[482, 209, 694, 250]
company-paragraph: ভিএফএস থ্রেড ডাইং : জুন মাসে কোম্পানিটিতে প্রাতিষ্ঠানিক বিনিয়োগ ছিল ১১.৫৪ শতাংশ, যা জুলাই মাসে ০.০৯ শতাংশ কমে দাঁড়িয়েছে ১১.৪৫ শতাংশে। একই সময়ে সাধারণ বিনিয়োগ ৫৮.৪০ শতাংশ থেকে ০.০৯ শতাংশ বেড়ে দাঁড়িয়েছে ৫৮.৪৯ শতাংশে। bbox=[482, 1256, 694, 1297]
company-paragraph: রহিম টেক্সটাইল : জুন মাসে কোম্পানিটিতে প্রাতিষ্ঠানিক বিনিয়োগ ছিল ৭.৬৬ শতাংশ, যা জুলাই মাসে ০.১৪ শতাংশ বেড়ে দাঁড়িয়েছে ৭.৮০ শতাংশে। একই সময়ে সাধারণ বিনিয়োগ ২১.৬২ শতাংশ থেকে ০.১৪ শতাংশ কমে দাঁড়িয়েছে ২১.৪৮ শতাংশে। bbox=[706, 614, 922, 655]
masthead-rule bbox=[22, 82, 922, 85]
company-paragraph: সাফকো স্পিনিং : জুন মাসে কোম্পানিটিতে প্রাতিষ্ঠানিক বিনিয়োগ ছিল ৪.৩০ শতাংশ, যা জুলাই মাসে ০.১৪ শতাংশ কমে দাঁড়িয়েছে ৪.১৬ শতাংশে। একই সময়ে সাধারণ বিনিয়োগ ৬৫.৯৭ শতাংশ থেকে ০.১৪ শতাংশ বেড়ে দাঁড়িয়েছে ৬৬.১১ শতাংশে। bbox=[482, 950, 694, 992]
company-paragraph: মোজাফফর হোসেন স্পিনিং : জুন মাসে কোম্পানিটিতে প্রাতিষ্ঠানিক বিনিয়োগ ছিল ২৬.৮৫ শতাংশ, যা জুলাই মাসে ০.৬৭ শতাংশ বেড়ে দাঁড়িয়েছে ২৭.৫২ শতাংশে। একই সময়ে সাধারণ বিনিয়োগ ৩২.১৯ শতাংশ থেকে ০.৬৭ শতাংশ কমে দাঁড়িয়েছে ৩১.৫২ শতাংশে। bbox=[706, 483, 922, 524]
